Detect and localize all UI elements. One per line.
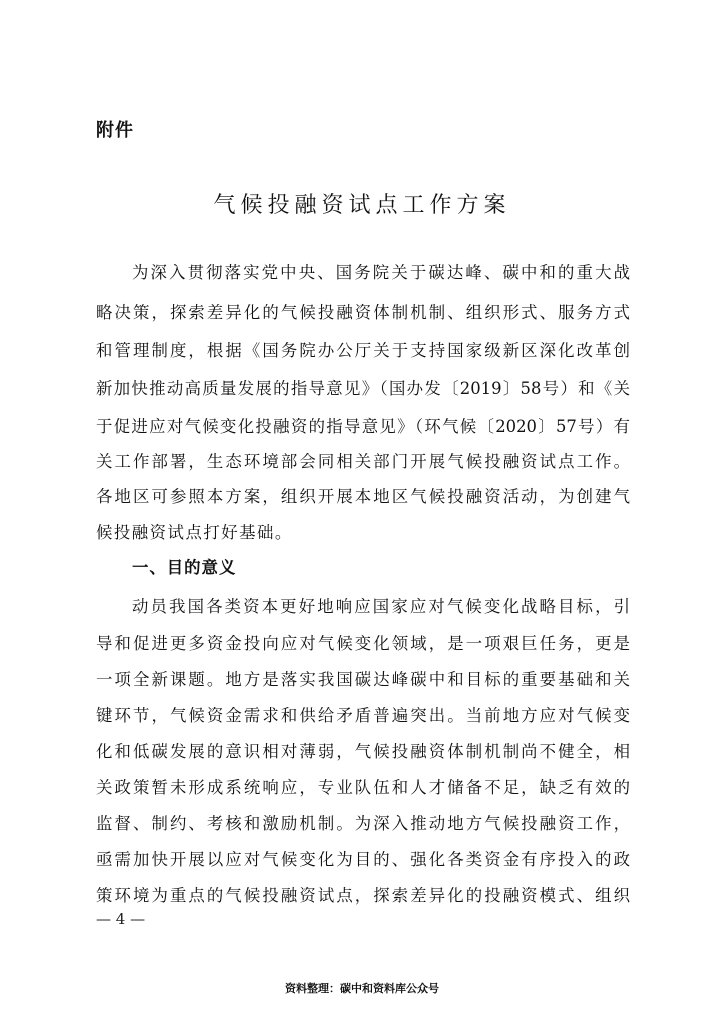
paragraph-line: 候投融资试点打好基础。 xyxy=(96,523,293,542)
paragraph-line: 新加快推动高质量发展的指导意见》（国办发〔2019〕58号）和《关 xyxy=(96,379,630,398)
paragraph-line: 于促进应对气候变化投融资的指导意见》（环气候〔2020〕57号）有 xyxy=(96,417,630,436)
paragraph-line: 各地区可参照本方案，组织开展本地区气候投融资活动，为创建气 xyxy=(96,487,630,506)
document-title: 气候投融资试点工作方案 xyxy=(213,193,511,218)
paragraph-line: 策环境为重点的气候投融资试点，探索差异化的投融资模式、组织 xyxy=(96,886,630,905)
paragraph-line: 动员我国各类资本更好地响应国家应对气候变化战略目标，引 xyxy=(132,597,630,616)
paragraph-line: 略决策，探索差异化的气候投融资体制机制、组织形式、服务方式 xyxy=(96,303,630,322)
footer-watermark: 资料整理：碳中和资料库公众号 xyxy=(285,982,439,995)
paragraph-line: 监督、制约、考核和激励机制。为深入推动地方气候投融资工作， xyxy=(96,814,630,833)
paragraph-line: 一项全新课题。地方是落实我国碳达峰碳中和目标的重要基础和关 xyxy=(96,670,630,689)
paragraph-line: 和管理制度，根据《国务院办公厅关于支持国家级新区深化改革创 xyxy=(96,341,630,360)
paragraph-line: 键环节，气候资金需求和供给矛盾普遍突出。当前地方应对气候变 xyxy=(96,706,630,725)
paragraph-line: 关工作部署，生态环境部会同相关部门开展气候投融资试点工作。 xyxy=(96,452,630,471)
paragraph-line: 关政策暂未形成系统响应，专业队伍和人才储备不足，缺乏有效的 xyxy=(96,778,630,797)
paragraph-line: 为深入贯彻落实党中央、国务院关于碳达峰、碳中和的重大战 xyxy=(132,263,630,282)
attachment-label: 附件 xyxy=(96,120,134,141)
paragraph-line: 亟需加快开展以应对气候变化为目的、强化各类资金有序投入的政 xyxy=(96,850,630,869)
paragraph-line: 化和低碳发展的意识相对薄弱，气候投融资体制机制尚不健全，相 xyxy=(96,742,630,761)
section-heading: 一、目的意义 xyxy=(132,558,237,577)
paragraph-line: 导和促进更多资金投向应对气候变化领域，是一项艰巨任务，更是 xyxy=(96,634,630,653)
page-number: — 4 — xyxy=(96,910,146,928)
